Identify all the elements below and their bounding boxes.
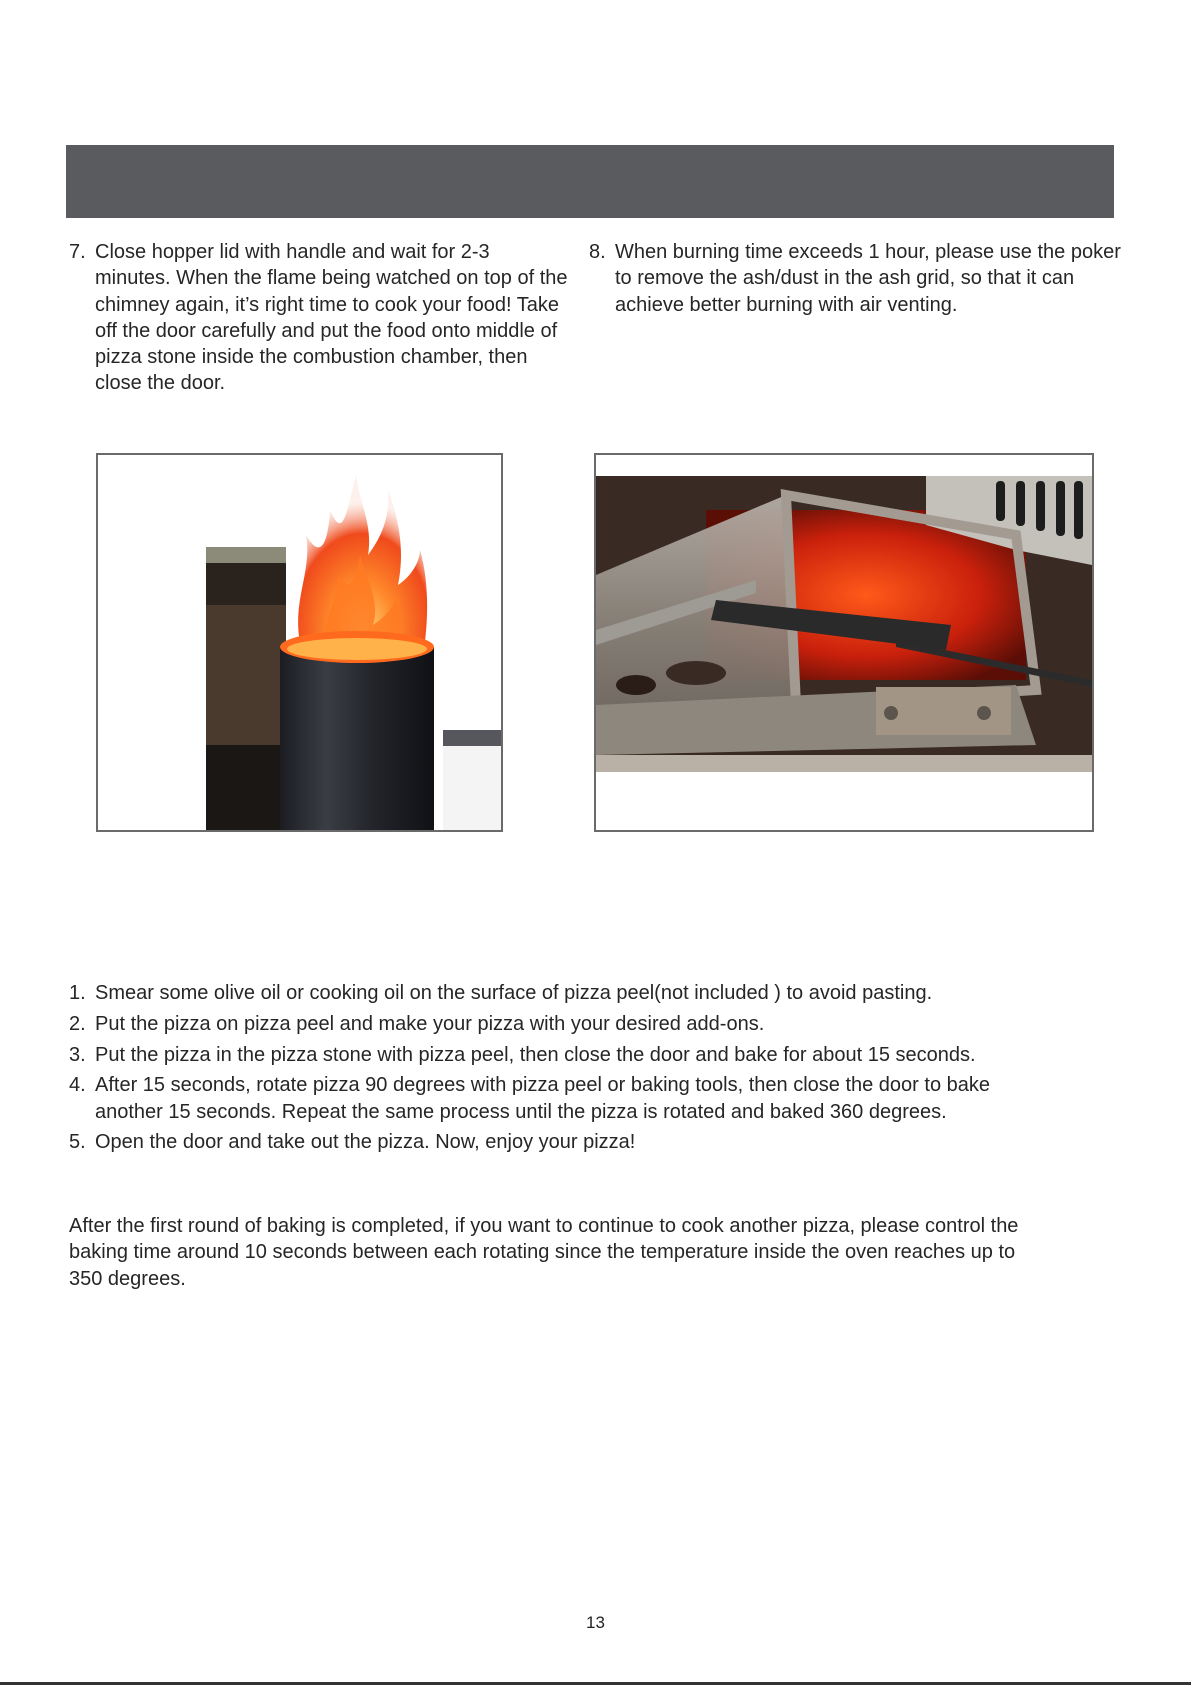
page-number: 13 xyxy=(586,1613,605,1632)
list-item-text: After 15 seconds, rotate pizza 90 degrees with pizza peel or baking tools, then close the door to bake another 15 seconds. Repeat the same process until the pizza is rotated and baked 360 degrees. xyxy=(95,1074,990,1123)
ash-grid-poker-photo-icon xyxy=(596,455,1092,830)
step-7-number: 7. xyxy=(69,241,86,263)
step-8 xyxy=(589,239,1129,318)
reheat-note: After the first round of baking is completed, if you want to continue to cook another pizza, please control the baking time around 10 seconds between each rotating since the temperature inside the oven reaches up to 350 degrees. xyxy=(69,1215,1019,1290)
list-item xyxy=(69,1129,1119,1155)
list-item-number: 4. xyxy=(69,1074,86,1097)
list-item-text: Open the door and take out the pizza. Now, enjoy your pizza! xyxy=(95,1131,636,1154)
ash-grid-poker-photo xyxy=(594,453,1094,832)
chimney-flame-photo-icon xyxy=(98,455,501,830)
list-item xyxy=(69,1042,1119,1068)
pizza-steps-list xyxy=(69,980,1119,1160)
list-item-number: 2. xyxy=(69,1012,86,1035)
list-item xyxy=(69,1011,1119,1037)
list-item-number: 1. xyxy=(69,982,86,1004)
section-header-bar xyxy=(66,145,1114,218)
list-item xyxy=(69,1072,1055,1125)
list-item-number: 3. xyxy=(69,1043,86,1066)
step-8-text: When burning time exceeds 1 hour, please use the poker to remove the ash/dust in the ash grid, so that it can achieve better burning with air venting. xyxy=(615,241,1121,316)
step-7 xyxy=(69,239,569,397)
list-item-text: Put the pizza on pizza peel and make your pizza with your desired add-ons. xyxy=(95,1012,765,1035)
list-item-text: Smear some olive oil or cooking oil on the surface of pizza peel(not included ) to avoid pasting. xyxy=(95,982,933,1004)
list-item-text: Put the pizza in the pizza stone with pizza peel, then close the door and bake for about 15 seconds. xyxy=(95,1043,976,1066)
chimney-flame-photo xyxy=(96,453,503,832)
list-item-number: 5. xyxy=(69,1131,86,1154)
list-item xyxy=(69,980,1119,1006)
step-7-text: Close hopper lid with handle and wait for 2-3 minutes. When the flame being watched on top of the chimney again, it’s right time to cook your food! Take off the door carefully and put the food onto middle of pizza stone inside the combustion chamber, then close the door. xyxy=(95,241,568,395)
step-8-number: 8. xyxy=(589,241,606,263)
